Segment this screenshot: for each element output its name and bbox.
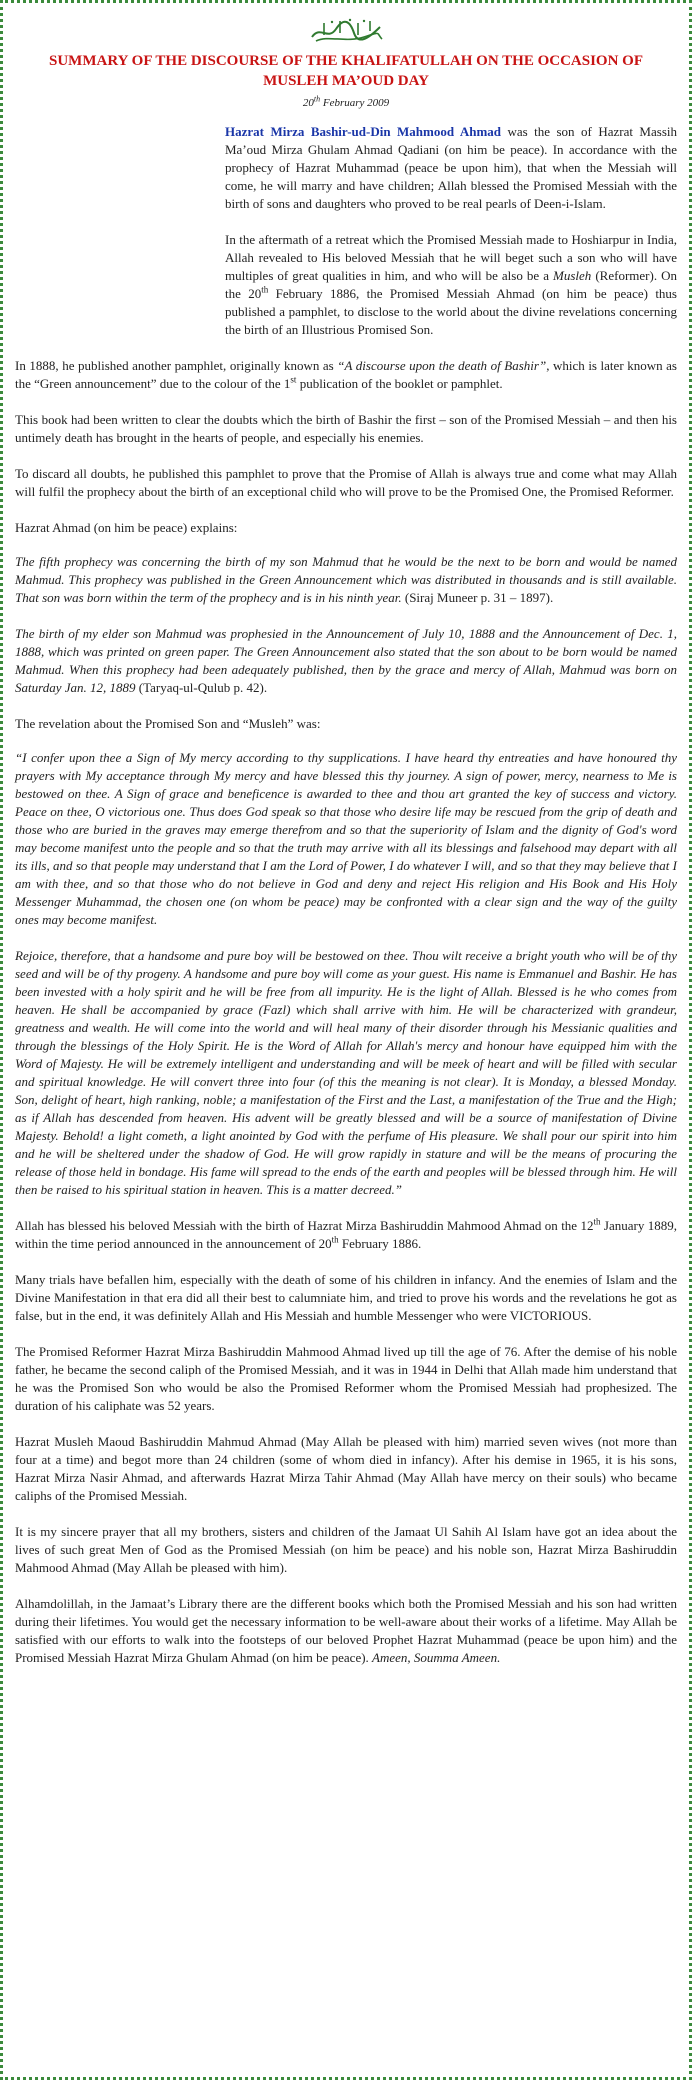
quote-taryaq-ul-qulub: The birth of my elder son Mahmud was prophesied in the Announcement of July 10, 1888 and the Announcement of Dec. 1, 1888, which was printed on green paper. The Green Announcement also stated that the son about to be born would be named Mahmud. When this prophecy had been adequately published, then by the grace and mercy of Allah, Mahmud was born on Saturday Jan. 12, 1889 (Taryaq-ul-Qulub p. 42). <box>15 626 677 695</box>
intro-block <box>225 123 677 339</box>
body-paragraph-14: The Promised Reformer Hazrat Mirza Bashiruddin Mahmood Ahmad lived up till the age of 76. After the demise of his noble father, he became the second caliph of the Promised Messiah, and it was in 1944 in Delhi that Allah made him understand that he was the Promised Son who would be also the Promised Reformer whom the Promised Messiah had prophesized. The duration of his caliphate was 52 years. <box>15 1344 677 1413</box>
revelation-paragraph-1: “I confer upon thee a Sign of My mercy according to thy supplications. I have heard thy entreaties and have honoured thy prayers with My acceptance through My mercy and have blessed this thy journey. A sign of power, mercy, nearness to Me is bestowed on thee. A Sign of grace and beneficence is awarded to thee and thou art granted the key of success and victory. Peace on thee, O victorious one. Thus does God speak so that those who desire life may be rescued from the grip of death and those who are buried in the graves may emerge therefrom and so that the superiority of Islam and the dignity of God's word may become manifest unto the people and so that the truth may arrive with all its blessings and falsehood may depart with all its ills, and so that people may understand that I am the Lord of Power, I do whatever I will, and so that they may believe that I am with thee, and so that those who do not believe in God and deny and reject His religion and His Book and His Holy Messenger Muhammad, the chosen one (on whom be peace) may be confronted with a clear sign and the way of the guilty ones may become manifest. <box>15 750 677 927</box>
body-paragraph-9: The revelation about the Promised Son and “Musleh” was: <box>15 716 321 731</box>
intro-paragraph-2: In the aftermath of a retreat which the Promised Messiah made to Hoshiarpur in India, Allah revealed to His beloved Messiah that he will beget such a son who will have multiples of great qualities in him, and who will be also be a Musleh (Reformer). On the 20th February 1886, the Promised Messiah Ahmad (on him be peace) thus published a pamphlet, to disclose to the world about the divine revelations concerning the birth of an Illustrious Promised Son. <box>225 232 678 337</box>
revelation-paragraph-2: Rejoice, therefore, that a handsome and pure boy will be bestowed on thee. Thou wilt receive a bright youth who will be of thy seed and will be of thy progeny. A handsome and pure boy will come as your guest. His name is Emmanuel and Bashir. He has been invested with a holy spirit and he will be free from all impurity. He is the light of Allah. Blessed is he who comes from heaven. He shall be accompanied by grace (Fazl) which shall arrive with him. He will be characterized with grandeur, greatness and wealth. He will come into the world and will heal many of their disorder through his Messianic qualities and through the blessings of the Holy Spirit. He is the Word of Allah for Allah's mercy and honour have equipped him with the Word of Majesty. He will be extremely intelligent and understanding and will be meek of heart and will be filled with secular and spiritual knowledge. He will convert three into four (of this the meaning is not clear). It is Monday, a blessed Monday. Son, delight of heart, high ranking, noble; a manifestation of the First and the Last, a manifestation of the True and the High; as if Allah has descended from heaven. His advent will be greatly blessed and will be a source of manifestation of Divine Majesty. Behold! a light cometh, a light anointed by God with the perfume of His pleasure. We shall pour our spirit into him and he will be sheltered under the shadow of God. He will grow rapidly in stature and will be the means of procuring the release of those held in bondage. His fame will spread to the ends of the earth and peoples will be blessed through him. He will then be raised to his spiritual station in heaven. This is a matter decreed.” <box>15 948 677 1197</box>
intro-paragraph-1: Hazrat Mirza Bashir-ud-Din Mahmood Ahmad was the son of Hazrat Massih Ma’oud Mirza Ghulam Ahmad Qadiani (on him be peace). In accordance with the prophecy of Hazrat Muhammad (peace be upon him), that when the Messiah will come, he will marry and have children; Allah blessed the Promised Messiah with the birth of sons and daughters who proved to be real pearls of Deen-i-Islam. <box>225 124 677 211</box>
body-paragraph-15: Hazrat Musleh Maoud Bashiruddin Mahmud Ahmad (May Allah be pleased with him) married seven wives (not more than four at a time) and begot more than 24 children (some of whom died in infancy). After his demise in 1965, it is his sons, Hazrat Mirza Nasir Ahmad, and afterwards Hazrat Mirza Tahir Ahmad (May Allah have mercy on their souls) who became caliphs of the Promised Messiah. <box>15 1434 677 1503</box>
quote-siraj-muneer: The fifth prophecy was concerning the birth of my son Mahmud that he would be the next to be born and would be named Mahmud. This prophecy was published in the Green Announcement which was distributed in thousands and is still available. That son was born within the term of the prophecy and is in his ninth year. (Siraj Muneer p. 31 – 1897). <box>15 554 677 605</box>
body-paragraph-3: In 1888, he published another pamphlet, originally known as “A discourse upon the death of Bashir”, which is later known as the “Green announcement” due to the colour of the 1st publication of the booklet or pamphlet. <box>15 358 677 391</box>
page-title: SUMMARY OF THE DISCOURSE OF THE KHALIFATULLAH ON THE OCCASION OF MUSLEH MA’OUD DAY <box>49 53 643 89</box>
body-paragraph-17: Alhamdolillah, in the Jamaat’s Library there are the different books which both the Promised Messiah and his son had written during their lifetimes. You would get the necessary information to be well-aware about their works of a lifetime. May Allah be satisfied with our efforts to walk into the footsteps of our beloved Prophet Hazrat Muhammad (peace be upon him) and the Promised Messiah Hazrat Mirza Ghulam Ahmad (on him be peace). Ameen, Soumma Ameen. <box>15 1596 677 1665</box>
calligraphy-emblem-icon <box>306 17 386 45</box>
body-paragraph-16: It is my sincere prayer that all my brothers, sisters and children of the Jamaat Ul Sahih Al Islam have got an idea about the lives of such great Men of God as the Promised Messiah (on him be peace) and his noble son, Hazrat Mirza Bashiruddin Mahmood Ahmad (May Allah be pleased with him). <box>15 1524 677 1575</box>
subject-name: Hazrat Mirza Bashir-ud-Din Mahmood Ahmad <box>225 124 501 139</box>
body-paragraph-6: Hazrat Ahmad (on him be peace) explains: <box>15 520 238 535</box>
body-paragraph-5: To discard all doubts, he published this pamphlet to prove that the Promise of Allah is always true and come what may Allah will fulfil the prophecy about the birth of an exceptional child who will prove to be the Promised One, the Promised Reformer. <box>15 466 677 499</box>
body-paragraph-13: Many trials have befallen him, especially with the death of some of his children in infancy. And the enemies of Islam and the Divine Manifestation in that era did all their best to calumniate him, and tried to prove his words and the revelations he got as false, but in the end, it was definitely Allah and His Messiah and humble Messenger who were VICTORIOUS. <box>15 1272 677 1323</box>
body-paragraph-12: Allah has blessed his beloved Messiah with the birth of Hazrat Mirza Bashiruddin Mahmood Ahmad on the 12th January 1889, within the time period announced in the announcement of 20th February 1886. <box>15 1216 677 1251</box>
body-paragraph-4: This book had been written to clear the doubts which the birth of Bashir the first – son of the Promised Messiah – and then his untimely death has brought in the hearts of people, and especially his enemies. <box>15 412 677 445</box>
page-date: 20th February 2009 <box>302 94 390 109</box>
